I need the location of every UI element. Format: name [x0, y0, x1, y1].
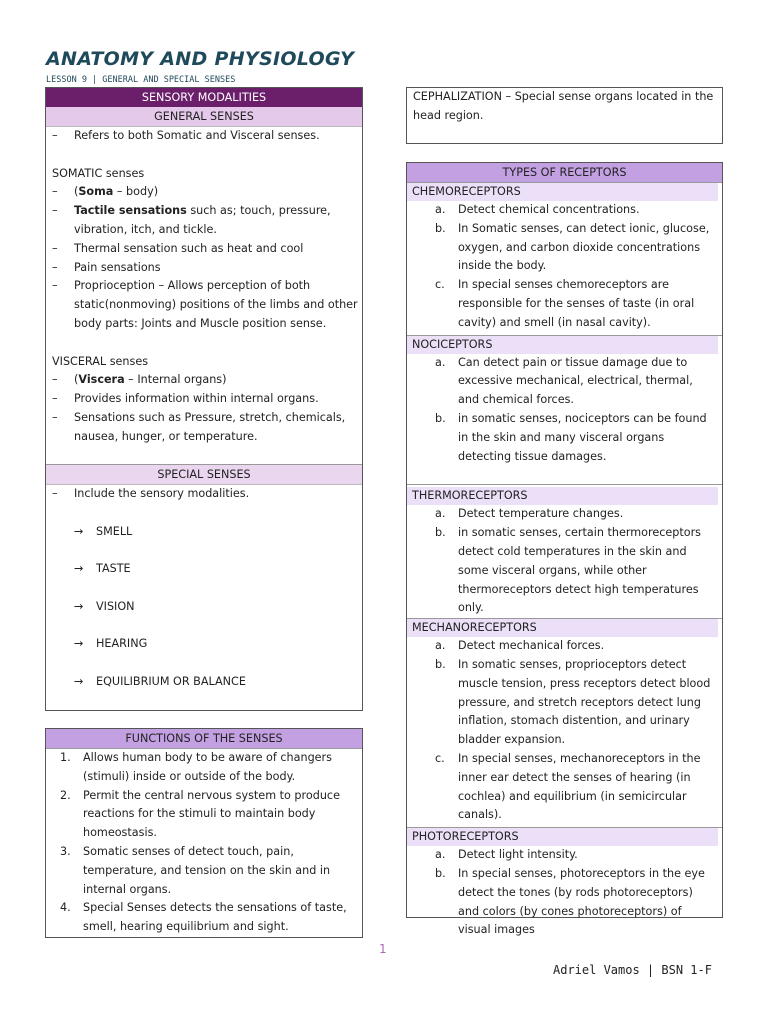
- somatic-label: SOMATIC senses: [52, 166, 145, 180]
- photoreceptor-marker: a.: [435, 848, 446, 862]
- arrow-right-icon: →: [74, 599, 84, 613]
- chemoreceptor-marker: a.: [435, 203, 446, 216]
- arrow-right-icon: →: [74, 524, 84, 538]
- function-text: Permit the central nervous system to produce reactions for the stimuli to maintain body homeostasis.: [83, 788, 340, 840]
- general-senses-header: GENERAL SENSES: [46, 107, 362, 127]
- visceral-text: Provides information within internal organs.: [74, 392, 319, 406]
- somatic-bold: Soma: [78, 185, 114, 199]
- chemoreceptor-text: In Somatic senses, can detect ionic, glucose, oxygen, and carbon dioxide concentrations inside the body.: [458, 221, 710, 273]
- cephalization-term: CEPHALIZATION: [413, 90, 502, 103]
- somatic-pre: (: [74, 185, 79, 199]
- nociceptor-text: in somatic senses, nociceptors can be found in the skin and many visceral organs detecting tissue damages.: [458, 411, 707, 463]
- mechanoreceptor-item: [407, 637, 722, 656]
- special-sense-label: HEARING: [96, 637, 148, 651]
- visceral-item: [46, 409, 362, 447]
- special-intro: – Include the sensory modalities.: [46, 485, 362, 504]
- receptors-header: TYPES OF RECEPTORS: [407, 163, 722, 183]
- nociceptors-header: NOCICEPTORS: [407, 336, 718, 354]
- function-item: [46, 843, 362, 899]
- cephalization-definition: – Special sense organs located in the head region.: [413, 90, 714, 122]
- photoreceptor-text: In special senses, photoreceptors in the eye detect the tones (by rods photoreceptors) and colors (by cones photoreceptors) of visual images: [458, 866, 705, 937]
- mechanoreceptor-item: [407, 656, 722, 750]
- chemoreceptor-text: In special senses chemoreceptors are responsible for the senses of taste (in oral cavity) and smell (in nasal cavity).: [458, 278, 695, 329]
- nociceptor-item: [407, 354, 722, 410]
- nociceptor-text: Can detect pain or tissue damage due to excessive mechanical, electrical, thermal, and chemical forces.: [458, 355, 693, 407]
- arrow-right-icon: →: [74, 674, 84, 688]
- function-text: Allows human body to be aware of changers (stimuli) inside or outside of the body.: [83, 751, 332, 783]
- special-senses-list: [46, 523, 362, 711]
- sensory-modalities-box: [45, 87, 363, 711]
- thermoreceptor-marker: a.: [435, 507, 446, 521]
- special-sense-item: [46, 560, 362, 598]
- page-title: ANATOMY AND PHYSIOLOGY: [46, 48, 355, 70]
- photoreceptor-marker: b.: [435, 866, 446, 880]
- footer-author: Adriel Vamos | BSN 1-F: [553, 963, 712, 977]
- functions-box: [45, 728, 363, 938]
- mechanoreceptor-item: [407, 750, 722, 825]
- photoreceptors-header: PHOTORECEPTORS: [407, 828, 718, 846]
- special-sense-item: [46, 598, 362, 636]
- nociceptor-marker: b.: [435, 411, 446, 425]
- function-item: [46, 749, 362, 787]
- function-marker: 2.: [60, 788, 71, 802]
- function-marker: 3.: [60, 844, 71, 858]
- chemoreceptor-item: [407, 201, 722, 220]
- mechanoreceptor-marker: b.: [435, 657, 446, 671]
- chemoreceptor-marker: b.: [435, 221, 446, 235]
- special-senses-header: SPECIAL SENSES: [46, 465, 362, 485]
- mechanoreceptor-marker: a.: [435, 639, 446, 653]
- photoreceptor-item: [407, 846, 722, 865]
- visceral-text: – Internal organs): [124, 373, 227, 387]
- somatic-item: [46, 240, 362, 259]
- arrow-right-icon: →: [74, 562, 84, 576]
- receptors-box: [406, 162, 723, 937]
- chemoreceptor-text: Detect chemical concentrations.: [458, 203, 640, 216]
- thermoreceptor-marker: b.: [435, 526, 446, 540]
- arrow-right-icon: →: [74, 637, 84, 651]
- thermoreceptors-list: [407, 505, 722, 618]
- visceral-text: Sensations such as Pressure, stretch, chemicals, nausea, hunger, or temperature.: [74, 410, 346, 443]
- function-text: Somatic senses of detect touch, pain, temperature, and tension on the skin and in internal organs.: [83, 844, 331, 896]
- thermoreceptor-text: in somatic senses, certain thermoreceptors detect cold temperatures in the skin and some visceral organs, while other thermoreceptors detect high temperatures only.: [458, 526, 702, 615]
- page-number: 1: [379, 942, 387, 956]
- thermoreceptor-text: Detect temperature changes.: [458, 507, 624, 521]
- special-sense-label: EQUILIBRIUM OR BALANCE: [96, 674, 246, 688]
- somatic-text: Thermal sensation such as heat and cool: [74, 241, 304, 255]
- visceral-item: [46, 371, 362, 390]
- thermoreceptor-item: [407, 524, 722, 618]
- mechanoreceptors-list: [407, 637, 722, 825]
- somatic-list: [46, 183, 362, 333]
- page-subtitle: LESSON 9 | GENERAL AND SPECIAL SENSES: [46, 75, 236, 85]
- thermoreceptors-header: THERMORECEPTORS: [407, 487, 718, 505]
- visceral-label: VISCERAL senses: [52, 354, 149, 368]
- somatic-text: Pain sensations: [74, 260, 161, 274]
- somatic-text: such as; touch, pressure, vibration, itch, and tickle.: [74, 204, 331, 236]
- sensory-modalities-header: SENSORY MODALITIES: [46, 88, 362, 107]
- mechanoreceptor-text: In somatic senses, proprioceptors detect muscle tension, press receptors detect blood pressure, and stretch receptors detect lung inflation, stomach distention, and urinary bladder expansion.: [458, 657, 711, 747]
- visceral-list: [46, 371, 362, 446]
- somatic-item: [46, 277, 362, 333]
- chemoreceptor-marker: c.: [435, 278, 445, 292]
- function-item: [46, 899, 362, 937]
- functions-list: [46, 749, 362, 937]
- special-sense-label: VISION: [96, 599, 135, 613]
- somatic-text: – body): [113, 185, 159, 199]
- visceral-item: [46, 390, 362, 409]
- chemoreceptors-header: CHEMORECEPTORS: [407, 183, 718, 201]
- special-sense-item: [46, 523, 362, 561]
- mechanoreceptor-marker: c.: [435, 751, 445, 765]
- visceral-bold: Viscera: [78, 373, 125, 387]
- visceral-pre: (: [74, 373, 79, 387]
- function-text: Special Senses detects the sensations of taste, smell, hearing equilibrium and sight.: [83, 901, 347, 934]
- special-sense-item: [46, 673, 362, 711]
- special-sense-label: SMELL: [96, 524, 133, 538]
- photoreceptor-text: Detect light intensity.: [458, 848, 578, 862]
- cephalization-box: [406, 87, 723, 144]
- function-item: [46, 787, 362, 843]
- special-sense-item: [46, 635, 362, 673]
- mechanoreceptor-text: Detect mechanical forces.: [458, 639, 605, 653]
- chemoreceptors-list: [407, 201, 722, 333]
- nociceptors-list: [407, 354, 722, 467]
- chemoreceptor-item: [407, 220, 722, 276]
- somatic-item: [46, 202, 362, 240]
- photoreceptor-item: [407, 865, 722, 940]
- somatic-bold: Tactile sensations: [74, 204, 187, 218]
- somatic-item: [46, 259, 362, 278]
- function-marker: 4.: [60, 901, 71, 915]
- general-intro: – Refers to both Somatic and Visceral senses.: [46, 127, 362, 146]
- mechanoreceptors-header: MECHANORECEPTORS: [407, 619, 718, 637]
- photoreceptors-list: [407, 846, 722, 940]
- functions-header: FUNCTIONS OF THE SENSES: [46, 729, 362, 749]
- special-sense-label: TASTE: [96, 562, 131, 576]
- somatic-text: Proprioception – Allows perception of both static(nonmoving) positions of the limbs and other body parts: Joints and Muscle position sense.: [74, 279, 358, 330]
- chemoreceptor-item: [407, 276, 722, 332]
- function-marker: 1.: [60, 751, 71, 764]
- somatic-item: [46, 183, 362, 202]
- mechanoreceptor-text: In special senses, mechanoreceptors in the inner ear detect the senses of hearing (in cochlea) and equilibrium (in semicircular canals).: [458, 751, 701, 822]
- nociceptor-item: [407, 410, 722, 466]
- nociceptor-marker: a.: [435, 355, 446, 369]
- thermoreceptor-item: [407, 505, 722, 524]
